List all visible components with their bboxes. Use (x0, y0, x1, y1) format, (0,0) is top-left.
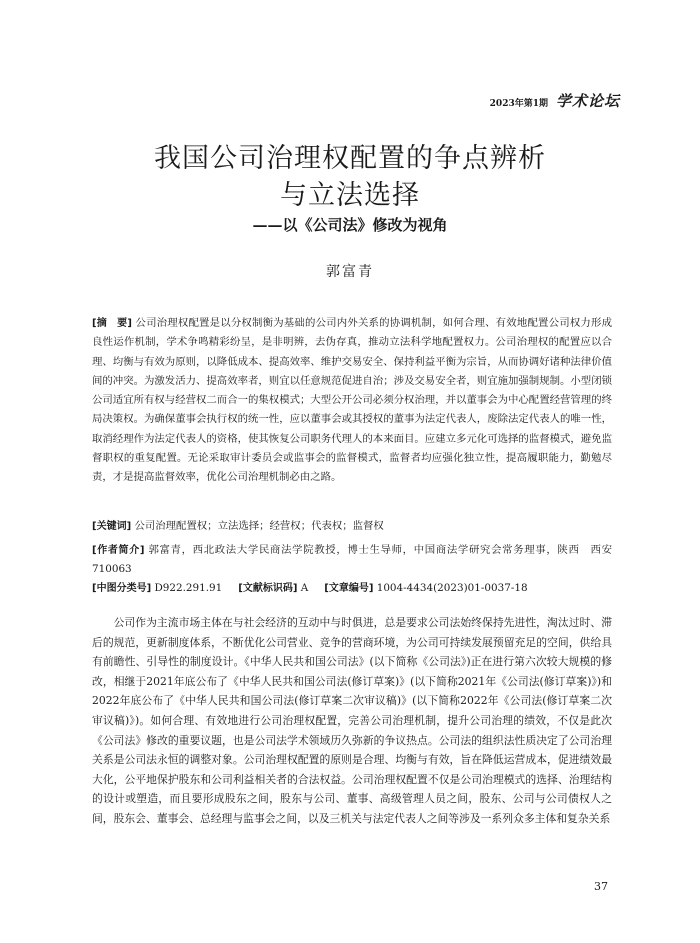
keywords (92, 517, 612, 536)
article-subtitle: ——以《公司法》修改为视角 (252, 216, 448, 234)
doc-code-label: [文献标识码] (238, 583, 298, 594)
author-name: 郭富青 (326, 264, 374, 280)
article-title-line-1: 我国公司治理权配置的争点辨析 (154, 143, 546, 174)
keywords-label: [关键词] (92, 521, 132, 532)
author-info-text: 郭富青，西北政法大学民商法学院教授，博士生导师，中国商法学研究会常务理事，陕西 西安 710063 (92, 544, 623, 576)
doc-code-item (238, 579, 308, 598)
article-title-line-2: 与立法选择 (280, 180, 420, 211)
page-number: 37 (594, 880, 608, 893)
author-info (92, 541, 623, 580)
doc-code-value: A (300, 582, 309, 594)
author-info-label: [作者简介] (92, 545, 145, 556)
keywords-text: 公司治理配置权；立法选择；经营权；代表权；监督权 (134, 520, 384, 532)
clc-label: [中图分类号] (92, 583, 152, 594)
article-number-value: 1004-4434(2023)01-0037-18 (376, 582, 528, 594)
abstract (92, 314, 612, 488)
body-paragraph: 公司作为主流市场主体在与社会经济的互动中与时俱进，总是要求公司法始终保持先进性，淘汰过时、滞后的规范，更新制度体系，不断优化公司营业、竞争的营商环境，为公司可持续发展预留充足的空间，供给具有前瞻性、引导性的制度设计。《中华人民共和国公司法》(以下简称《公司法》)正在进行第六次较大规模的修改，相继于2021年底公布了《中华人民共和国公司法(修订草案)》(以下简称2021年《公司法(修订草案)》)和2022年底公布了《中华人民共和国公司法(修订草案二次审议稿)》(以下简称2022年《公司法(修订草案二次审议稿)》)。如何合理、有效地进行公司治理权配置，完善公司治理机制，提升公司治理的绩效，不仅是此次《公司法》修改的重要议题，也是公司法学术领域历久弥新的争议热点。公司法的组织法性质决定了公司治理关系是公司法永恒的调整对象。公司治理权配置的原则是合理、均衡与有效，旨在降低运营成本，促进绩效最大化，公平地保护股东和公司利益相关者的合法权益。公司治理权配置不仅是公司治理模式的选择、治理结构的设计或塑造，而且要形成股东之间，股东与公司、董事、高级管理人员之间，股东、公司与公司债权人之间，股东会、董事会、总经理与监事会之间，以及三机关与法定代表人之间等涉及一系列众多主体和复杂关系 (92, 616, 612, 825)
abstract-text: 公司治理权配置是以分权制衡为基础的公司内外关系的协调机制，如何合理、有效地配置公司权力形成良性运作机制，学术争鸣精彩纷呈，是非明辨，去伪存真，推动立法科学地配置权力。公司治理权的配置应以合理、均衡与有效为原则，以降低成本、提高效率、维护交易安全、保持利益平衡为宗旨，从而协调好诸种法律价值间的冲突。为激发活力、提高效率者，则宜以任意规范促进自治；涉及交易安全者，则宜施加强制规制。小型闭锁公司适宜所有权与经营权二而合一的集权模式；大型公开公司必须分权治理，并以董事会为中心配置经营管理的终局决策权。为确保董事会执行权的统一性，应以董事会或其授权的董事为法定代表人，废除法定代表人的唯一性，取消经理作为法定代表人的资格，使其恢复公司职务代理人的本来面目。应建立多元化可选择的监督模式，避免监督职权的重复配置。无论采取审计委员会或监事会的监督模式，监督者均应强化独立性，提高履职能力，勤勉尽责，才是提高监督效率，优化公司治理机制必由之路。 (92, 317, 613, 484)
clc-value: D922.291.91 (154, 582, 223, 594)
journal-name: 学术论坛 (555, 92, 620, 110)
clc-item (92, 579, 222, 598)
article-number-item (324, 579, 527, 598)
journal-header (490, 90, 620, 111)
abstract-label: [摘 要] (92, 318, 132, 329)
issue-label: 2023年第1期 (489, 99, 548, 109)
article-number-label: [文章编号] (324, 583, 374, 594)
classification-line (92, 579, 612, 598)
